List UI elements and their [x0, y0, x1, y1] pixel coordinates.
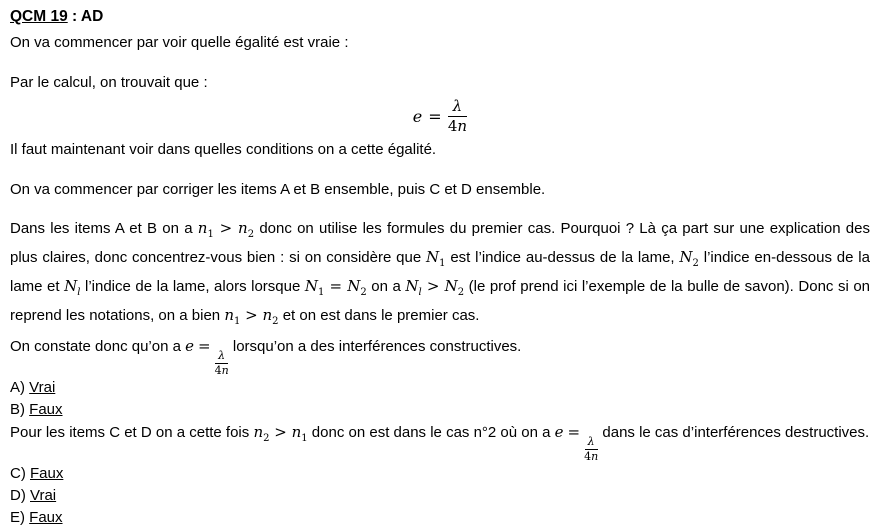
- math-variable: $N_2$: [679, 248, 699, 269]
- text-run: Pour les items C et D on a cette fois: [10, 424, 254, 441]
- math-variable: $n_2$: [238, 219, 255, 240]
- equals-sign: =: [428, 107, 442, 126]
- answer-item-e: [10, 507, 870, 529]
- qcm-title-number: QCM 19: [10, 8, 68, 25]
- fraction-denominator: 4n: [584, 450, 599, 463]
- math-variable: $N_l$: [405, 277, 422, 298]
- cd-explanation-paragraph: [10, 421, 870, 463]
- math-variable: $n_2$: [253, 423, 270, 444]
- math-variable: $n_1$: [197, 219, 214, 240]
- inline-formula: [554, 423, 599, 463]
- inline-formula: [185, 337, 229, 377]
- answer-item-a: [10, 377, 870, 399]
- math-operator: >: [240, 306, 263, 324]
- text-run: et on est dans le premier cas.: [278, 307, 480, 324]
- formula-lhs: e: [554, 423, 564, 441]
- math-variable: $N_l$: [64, 277, 81, 298]
- text-run: donc on est dans le cas n°2 où on a: [307, 424, 555, 441]
- math-variable: $n_1$: [224, 306, 241, 327]
- answer-prefix: C): [10, 465, 30, 482]
- formula-lhs: e: [412, 107, 423, 126]
- fraction: [584, 436, 598, 463]
- answer-item-d: [10, 485, 870, 507]
- ab-explanation-paragraph: [10, 217, 870, 333]
- answer-item-c: [10, 463, 870, 485]
- fraction-numerator: λ: [215, 350, 228, 364]
- text-run: lorsqu’on a des interférences constructives.: [228, 338, 522, 355]
- calc-intro-paragraph: Par le calcul, on trouvait que :: [10, 74, 208, 91]
- math-variable: $n_2$: [262, 306, 279, 327]
- answer-prefix: B): [10, 401, 30, 418]
- qcm-title: [10, 6, 870, 27]
- fraction: [215, 350, 229, 377]
- qcm-title-answer: : AD: [67, 8, 104, 25]
- answer-value: Faux: [29, 401, 63, 418]
- formula-lhs: e: [185, 337, 195, 355]
- answer-prefix: E): [10, 509, 30, 526]
- text-run: on a: [366, 278, 406, 295]
- text-run: On constate donc qu’on a: [10, 338, 186, 355]
- text-run: donc on utilise les formules du premier cas. Pourquoi ? Là ça part sur une explication des plus claires, donc concentrez-vous bien : si on considère que: [10, 220, 870, 266]
- answer-value: Faux: [29, 509, 63, 526]
- answer-value: Faux: [30, 465, 64, 482]
- text-run: Dans les items A et B on a: [10, 220, 198, 237]
- math-variable: $n_1$: [291, 423, 308, 444]
- text-run: l’indice en-dessous de la lame et: [10, 249, 870, 295]
- equals-sign: =: [567, 423, 581, 441]
- answer-item-b: [10, 399, 870, 421]
- text-run: l’indice de la lame, alors lorsque: [80, 278, 305, 295]
- text-run: (le prof prend ici l’exemple de la bulle de savon). Donc si on reprend les notations, on a bien: [10, 278, 871, 324]
- answer-value: Vrai: [29, 379, 56, 396]
- text-run: dans le cas d’interférences destructives.: [598, 424, 870, 441]
- answer-prefix: A): [10, 379, 30, 396]
- conditions-paragraph: Il faut maintenant voir dans quelles conditions on a cette égalité.: [10, 141, 437, 158]
- fraction-denominator: 4n: [447, 117, 468, 135]
- math-variable: $N_2$: [347, 277, 367, 298]
- math-operator: >: [213, 219, 239, 237]
- math-variable: $N_1$: [304, 277, 325, 298]
- fraction: [448, 98, 468, 135]
- fraction-numerator: λ: [448, 98, 468, 117]
- document: [10, 6, 870, 529]
- math-variable: $N_2$: [444, 277, 465, 298]
- intro-paragraph: On va commencer par voir quelle égalité est vraie :: [10, 34, 349, 51]
- fraction-denominator: 4n: [214, 364, 229, 377]
- plan-paragraph: On va commencer par corriger les items A et B ensemble, puis C et D ensemble.: [10, 181, 546, 198]
- math-operator: =: [324, 277, 348, 295]
- fraction-numerator: λ: [585, 436, 598, 450]
- text-run: est l’indice au-dessus de la lame,: [445, 249, 680, 266]
- display-formula: [10, 98, 870, 135]
- answer-prefix: D): [10, 487, 30, 504]
- math-operator: >: [269, 423, 292, 441]
- ab-conclusion-paragraph: [10, 336, 870, 377]
- math-operator: >: [421, 277, 445, 295]
- answer-value: Vrai: [30, 487, 57, 504]
- math-variable: $N_1$: [426, 248, 446, 269]
- equals-sign: =: [198, 337, 211, 355]
